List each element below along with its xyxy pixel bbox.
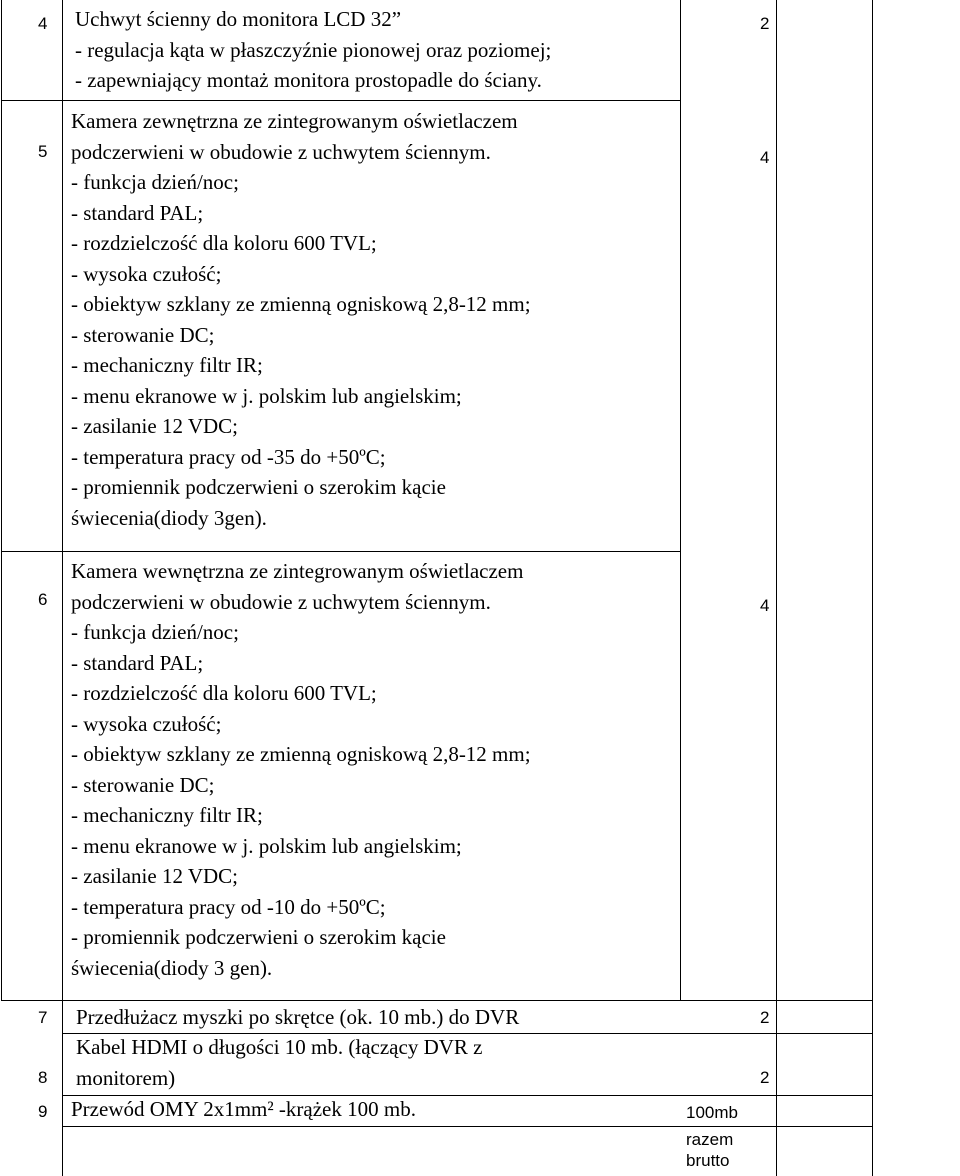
grid-line [1,551,680,552]
description-line: - menu ekranowe w j. polskim lub angielskim; [71,383,462,408]
description-line: - temperatura pracy od -35 do +50ºC; [71,444,386,469]
total-label: brutto [686,1151,730,1170]
row-quantity: 2 [760,1008,770,1027]
description-line: Przedłużacz myszki po skrętce (ok. 10 mb.) do DVR [76,1005,520,1029]
row-quantity [686,1102,738,1171]
description-line: - wysoka czułość; [71,711,222,736]
description-line: - promiennik podczerwieni o szerokim kącie [71,925,446,949]
description-line: - zapewniający montaż monitora prostopadle do ściany. [75,68,542,92]
description-line: Przewód OMY 2x1mm² -krążek 100 mb. [71,1097,416,1121]
row-number: 6 [38,590,48,609]
description-line: - standard PAL; [71,200,204,225]
description-line: - obiektyw szklany ze zmienną ogniskową 2,8-12 mm; [71,742,531,766]
row-quantity: 2 [760,14,770,33]
description-line: - rozdzielczość dla koloru 600 TVL; [71,681,377,705]
total-label: razem [686,1130,734,1149]
description-line: Kamera zewnętrzna ze zintegrowanym oświetlaczem [71,109,518,133]
row-description [75,4,551,96]
description-line: świecenia(diody 3gen). [71,505,267,530]
description-line: - mechaniczny filtr IR; [71,353,263,377]
grid-line [62,1126,872,1127]
description-line: podczerwieni w obudowie z uchwytem ściennym. [71,139,491,164]
description-line: - sterowanie DC; [71,322,215,347]
description-line: - temperatura pracy od -10 do +50ºC; [71,894,386,919]
row-description [76,1032,482,1094]
description-line: - mechaniczny filtr IR; [71,803,263,827]
grid-line [1,1000,872,1001]
grid-line [872,0,873,1176]
description-line: monitorem) [76,1066,176,1090]
description-line: podczerwieni w obudowie z uchwytem ściennym. [71,589,491,614]
description-line: - menu ekranowe w j. polskim lub angielskim; [71,833,462,858]
description-line: - standard PAL; [71,650,204,675]
row-quantity: 4 [760,148,770,167]
row-quantity: 2 [760,1068,770,1087]
grid-line [680,0,681,1000]
description-line: - rozdzielczość dla koloru 600 TVL; [71,231,377,255]
row-number: 7 [38,1008,48,1027]
row-description [71,556,531,983]
description-line: Uchwyt ścienny do monitora LCD 32” [75,7,402,31]
row-description [71,106,531,533]
description-line: Kamera wewnętrzna ze zintegrowanym oświetlaczem [71,559,524,583]
row-number: 9 [38,1102,48,1121]
description-line: - sterowanie DC; [71,772,215,797]
description-line: - funkcja dzień/noc; [71,170,239,194]
row-number: 4 [38,14,48,33]
grid-line [1,100,680,101]
description-line: - wysoka czułość; [71,261,222,286]
row-quantity: 4 [760,596,770,615]
row-description [71,1094,416,1125]
description-line: świecenia(diody 3 gen). [71,955,273,980]
grid-line [1,0,2,1000]
description-line: - zasilanie 12 VDC; [71,864,238,888]
row-number: 8 [38,1068,48,1087]
description-line: - funkcja dzień/noc; [71,620,239,644]
description-line: - promiennik podczerwieni o szerokim kącie [71,475,446,499]
quantity-value: 100mb [686,1103,738,1122]
row-description [76,1002,519,1033]
description-line: - zasilanie 12 VDC; [71,414,238,438]
description-line: - obiektyw szklany ze zmienną ogniskową 2,8-12 mm; [71,292,531,316]
description-line: - regulacja kąta w płaszczyźnie pionowej oraz poziomej; [75,37,552,62]
description-line: Kabel HDMI o długości 10 mb. (łączący DVR z [76,1035,483,1059]
row-number: 5 [38,142,48,161]
